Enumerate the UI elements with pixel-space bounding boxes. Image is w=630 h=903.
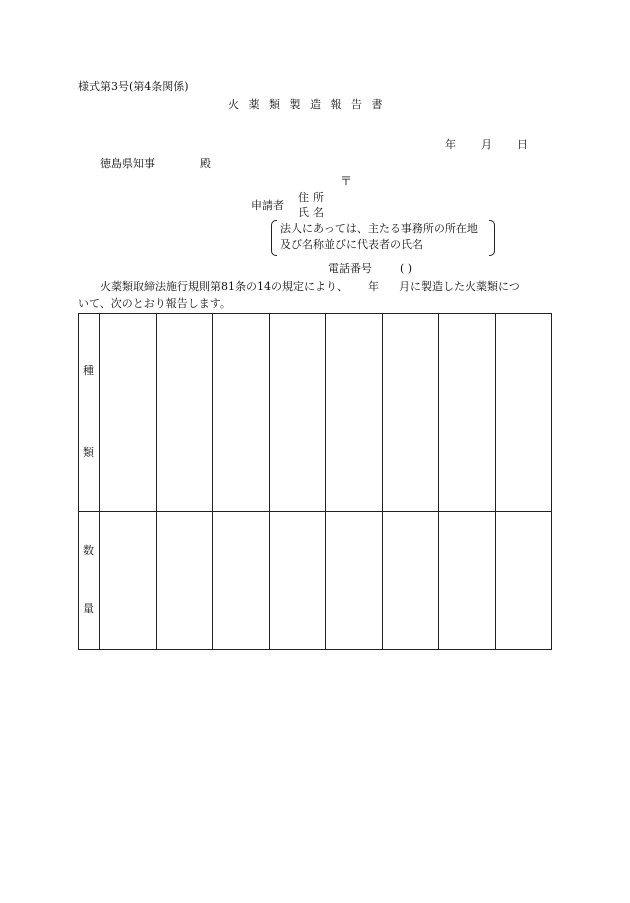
corporation-note-line2: 及び名称並びに代表者の氏名 bbox=[280, 238, 423, 251]
addressee-honorific: 殿 bbox=[200, 157, 211, 170]
kind-cell[interactable] bbox=[326, 314, 383, 512]
quantity-cell[interactable] bbox=[100, 512, 157, 650]
telephone-line bbox=[328, 262, 412, 276]
telephone-label: 電話番号 bbox=[328, 262, 372, 275]
kind-cell[interactable] bbox=[495, 314, 552, 512]
body-text-line1 bbox=[100, 280, 520, 294]
addressee-name: 徳島県知事 bbox=[100, 157, 155, 170]
addressee bbox=[100, 157, 211, 171]
kind-label-char1: 種 bbox=[83, 364, 94, 377]
form-number: 様式第3号(第4条関係) bbox=[78, 80, 189, 93]
kind-cell[interactable] bbox=[100, 314, 157, 512]
kind-cell[interactable] bbox=[213, 314, 270, 512]
name-label: 氏名 bbox=[298, 206, 328, 219]
date-day: 日 bbox=[517, 138, 528, 151]
quantity-cell[interactable] bbox=[156, 512, 213, 650]
kind-row bbox=[79, 314, 552, 512]
kind-header-cell bbox=[79, 314, 100, 512]
report-table bbox=[78, 313, 552, 650]
date-line bbox=[445, 138, 528, 152]
quantity-cell[interactable] bbox=[213, 512, 270, 650]
kind-label-char2: 類 bbox=[83, 446, 94, 459]
body-text-month: 月に製造した火薬類につ bbox=[399, 280, 520, 293]
body-text-regulation: 火薬類取締法施行規則第81条の14の規定により、 bbox=[100, 280, 348, 293]
quantity-cell[interactable] bbox=[382, 512, 439, 650]
quantity-row bbox=[79, 512, 552, 650]
kind-cell[interactable] bbox=[382, 314, 439, 512]
body-text-line2: いて、次のとおり報告します。 bbox=[78, 297, 231, 310]
address-label: 住所 bbox=[298, 191, 328, 204]
telephone-paren: ( ) bbox=[400, 262, 413, 275]
quantity-cell[interactable] bbox=[269, 512, 326, 650]
quantity-cell[interactable] bbox=[495, 512, 552, 650]
quantity-header-cell bbox=[79, 512, 100, 650]
date-year: 年 bbox=[445, 138, 456, 151]
corporation-note bbox=[271, 220, 495, 256]
applicant-label: 申請者 bbox=[251, 199, 284, 212]
quantity-label-char1: 数 bbox=[83, 544, 94, 557]
document-title: 火薬類製造報告書 bbox=[228, 98, 392, 111]
body-text-year: 年 bbox=[368, 280, 379, 293]
kind-cell[interactable] bbox=[439, 314, 496, 512]
quantity-cell[interactable] bbox=[326, 512, 383, 650]
kind-cell[interactable] bbox=[156, 314, 213, 512]
date-month: 月 bbox=[481, 138, 492, 151]
kind-cell[interactable] bbox=[269, 314, 326, 512]
quantity-label-char2: 量 bbox=[83, 602, 94, 615]
right-bracket bbox=[489, 220, 495, 256]
quantity-cell[interactable] bbox=[439, 512, 496, 650]
corporation-note-line1: 法人にあっては、主たる事務所の所在地 bbox=[280, 222, 478, 235]
postal-mark: 〒 bbox=[340, 174, 353, 188]
left-bracket bbox=[271, 220, 277, 256]
